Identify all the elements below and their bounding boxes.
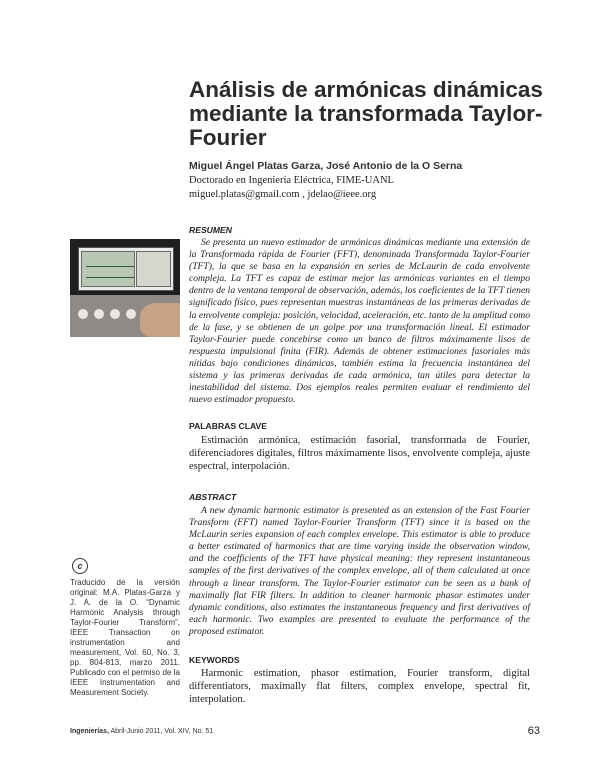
- author-emails: miguel.platas@gmail.com , jdelao@ieee.org: [189, 189, 377, 200]
- article-authors: Miguel Ángel Platas Garza, José Antonio de la O Serna: [189, 160, 463, 172]
- translation-note: Traducido de la versión original: M.A. Platas-Garza y J. A. de la O. “Dynamic Harmonic Analysis through Taylor-Fourier Transform”, IEEE Transaction on instrumentation and measurement, Vol. 60, No. 3, pp. 804-813, marzo 2011. Publicado con el permiso de la IEEE Instrumentation and Measurement Society.: [70, 578, 180, 697]
- author-affiliation-block: [189, 174, 394, 202]
- keywords-text: Harmonic estimation, phasor estimation, Fourier transform, digital differentiators, maximally flat filters, complex envelope, spectral fit, interpolation.: [189, 668, 530, 705]
- abstract-heading: ABSTRACT: [189, 492, 237, 502]
- palabras-clave-text: Estimación armónica, estimación fasorial, transformada de Fourier, diferenciadores digitales, filtros máximamente lisos, envolvente compleja, ajuste espectral, interpolación.: [189, 435, 530, 472]
- copyright-icon: c: [72, 558, 88, 574]
- page-footer: [70, 725, 540, 740]
- journal-issue: Abril-Junio 2011, Vol. XIV, No. 51: [108, 728, 214, 735]
- article-title: Análisis de armónicas dinámicas mediante la transformada Taylor-Fourier: [189, 77, 543, 150]
- abstract-text: A new dynamic harmonic estimator is presented as an extension of the Fast Fourier Transform (FFT) named Taylor-Fourier Transform (TFT) since it is based on the McLaurin series expansion of each complex envelope. This estimator is able to produce a better estimated of harmonics that are time varying inside the observation window, and the coefficients of the TFT have physical meaning: they represent instantaneous samples of the first derivatives of the complex envelope, all of them calculated at once through a linear transform. The Taylor-Fourier estimator can be seen as a bank of maximally flat FIR filters. In addition to cleaner harmonic phasor estimates under dynamic conditions, also estimates the instantaneous frequency and first derivatives of each harmonic. Two examples are presented to evaluate the performance of the proposed estimator.: [189, 505, 530, 637]
- lab-equipment-photo: [70, 239, 180, 337]
- photo-monitor: [78, 247, 174, 291]
- journal-name: Ingenierías,: [70, 728, 109, 735]
- resumen-text: Se presenta un nuevo estimador de armónicas dinámicas mediante una extensión de la Transformada rápida de Fourier (FFT), denominada Transformada Taylor-Fourier (TFT), la que se basa en la expansión en series de McLaurin de cada envolvente compleja. La TFT es capaz de estimar mejor las armónicas variantes en el tiempo dentro de la ventana temporal de observación, además, los coeficientes de la TFT tienen significado físico, pues representan muestras instantáneas de las primeras derivadas de la envolvente compleja: posición, velocidad, aceleración, etc. tanto de la amplitud como de la fase, y se obtienen de un golpe por una transformación lineal. El estimador Taylor-Fourier puede concebirse como un banco de filtros máximamente lisos de respuesta impulsional finita (FIR). Además de obtener estimaciones fasoriales más nítidas bajo condiciones dinámicas, también estima la frecuencia instantánea del sistema y las primeras derivadas de cada armónica, tan útiles para detectar la inestabilidad del sistema. Dos ejemplos reales permiten evaluar el rendimiento del nuevo estimador propuesto.: [189, 237, 530, 406]
- keywords-heading: KEYWORDS: [189, 655, 240, 665]
- affiliation: Doctorado en Ingeniería Eléctrica, FIME-UANL: [189, 175, 394, 186]
- page-number: 63: [527, 725, 540, 737]
- photo-hand: [140, 303, 180, 337]
- palabras-clave-heading: PALABRAS CLAVE: [189, 421, 267, 431]
- resumen-heading: RESUMEN: [189, 225, 232, 235]
